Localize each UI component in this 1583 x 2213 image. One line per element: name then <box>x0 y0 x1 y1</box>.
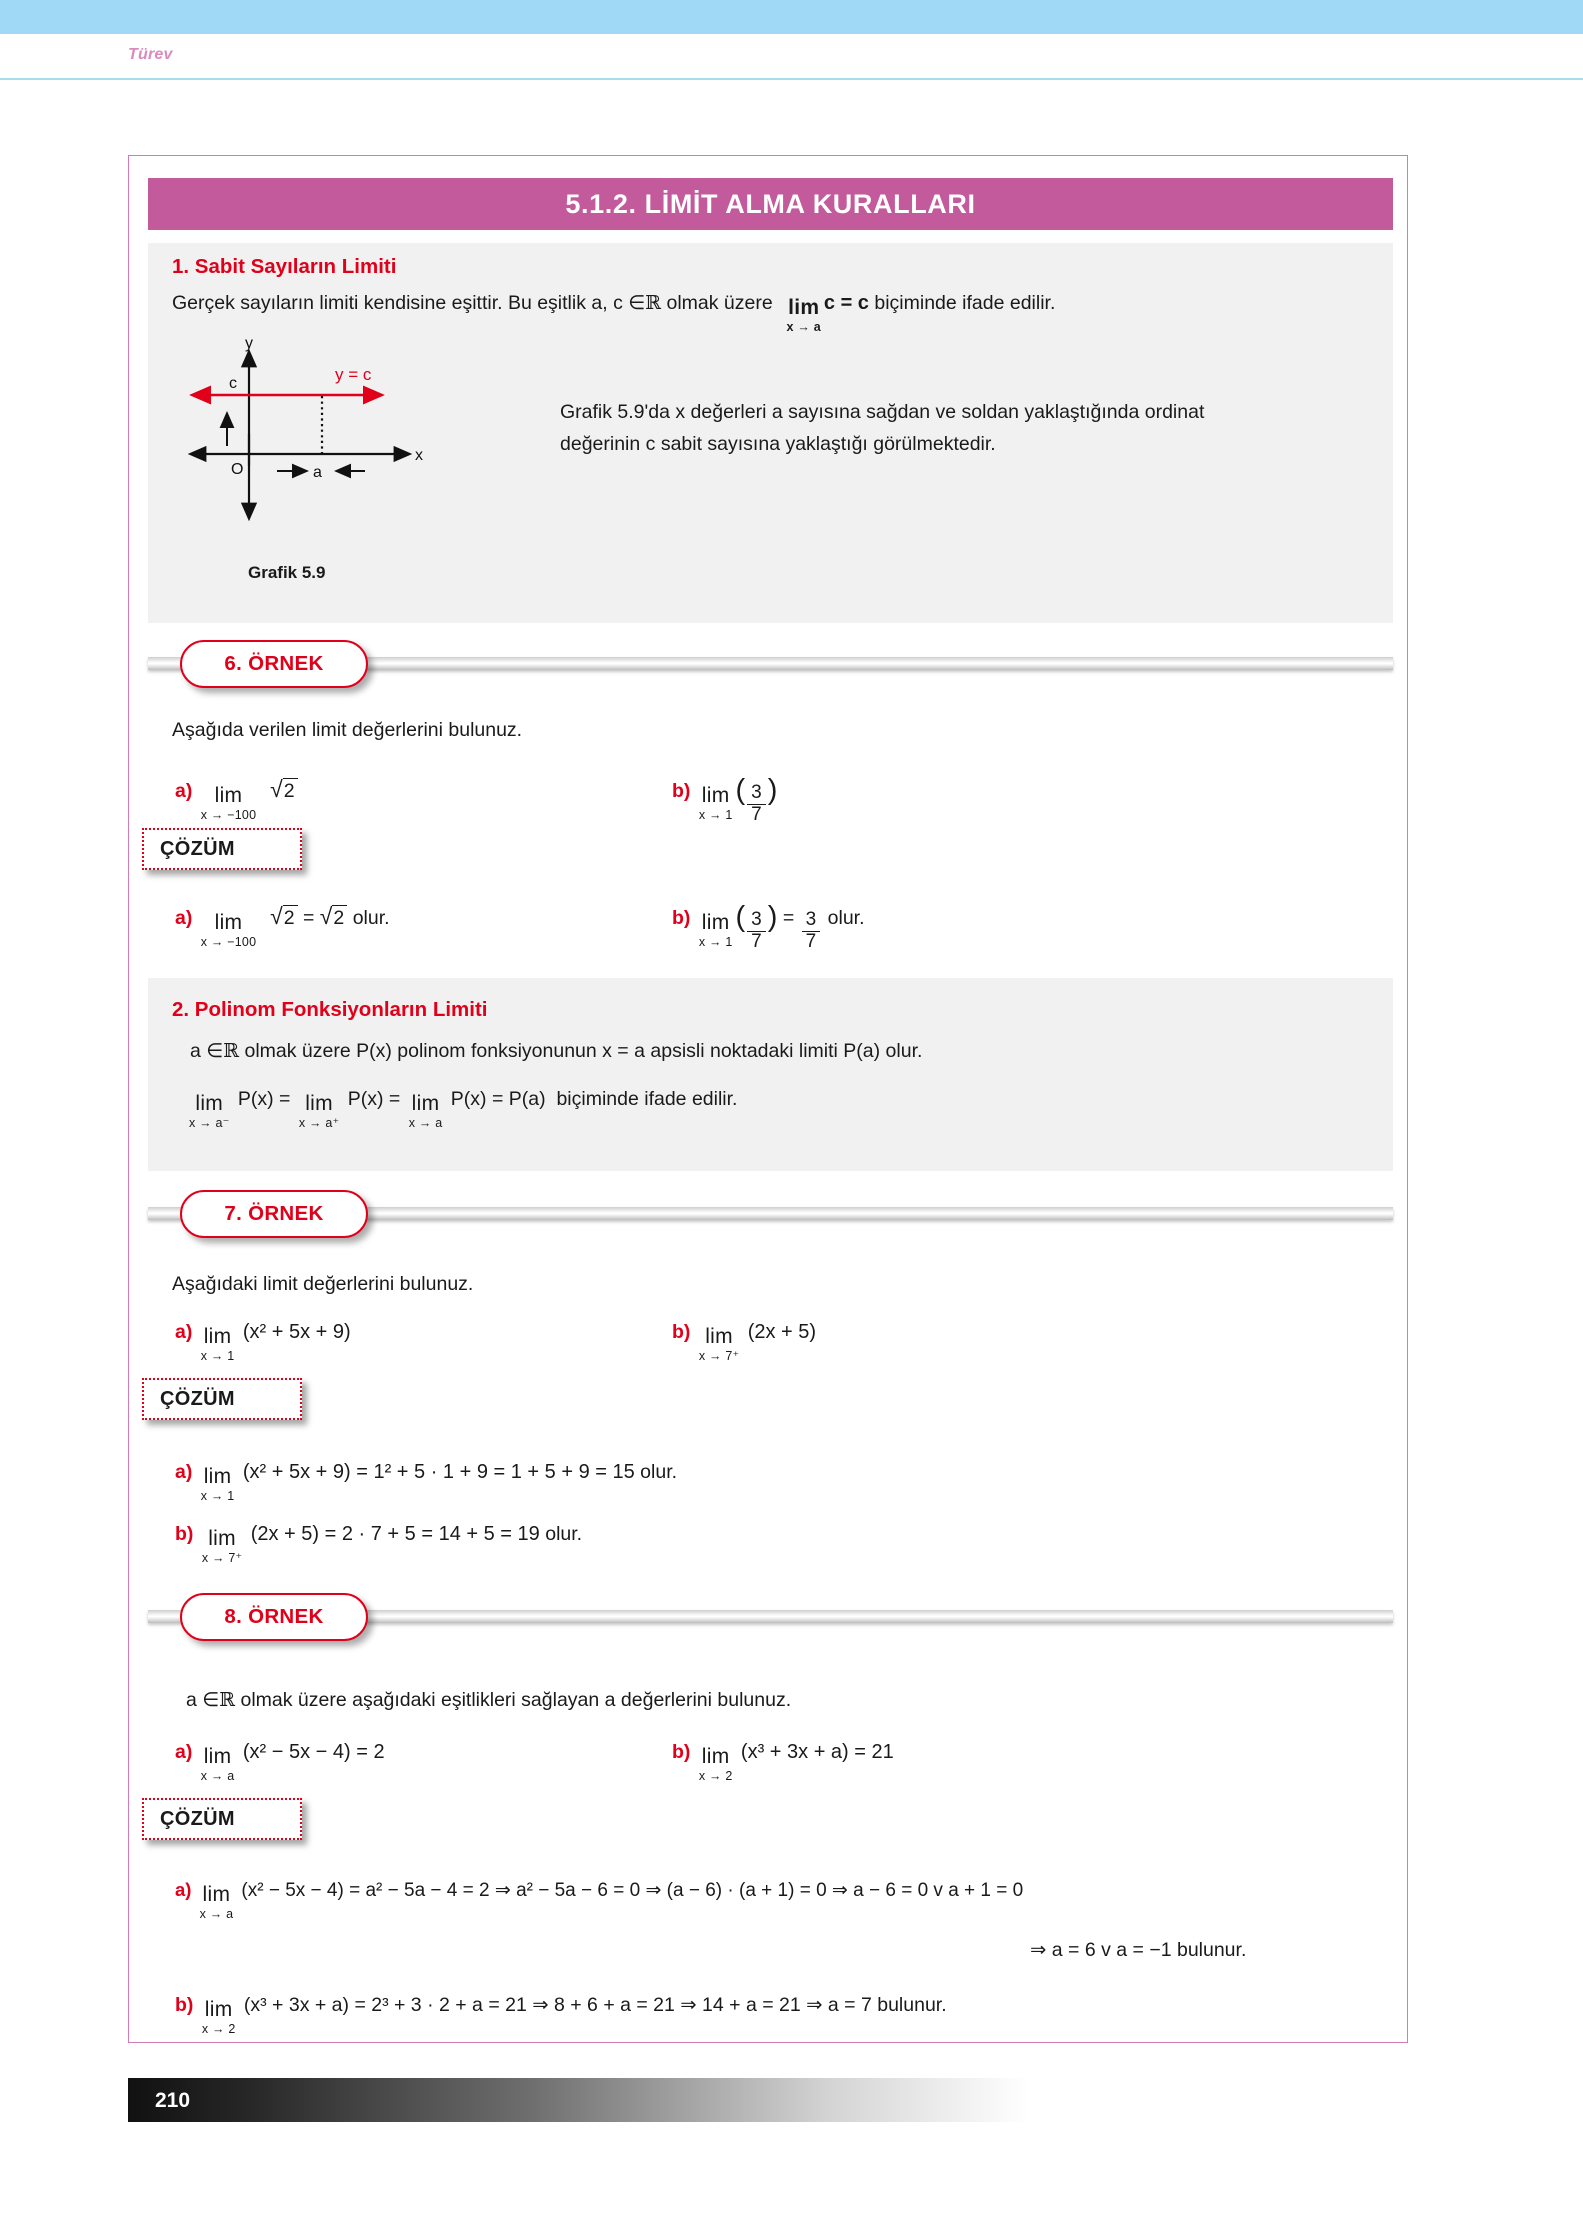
page-number: 210 <box>155 2089 191 2112</box>
explain-line-1: Grafik 5.9'da x değerleri a sayısına sağdan ve soldan yaklaştığında ordinat <box>560 401 1205 423</box>
limit-operator-two-sided <box>409 1093 443 1130</box>
limit-subscript: x → a⁺ <box>298 1116 340 1130</box>
example-badge-label: 7. ÖRNEK <box>224 1202 324 1225</box>
limit-operator <box>202 1999 236 2036</box>
limit-subscript: x → a⁻ <box>189 1116 230 1130</box>
item-body: (x² + 5x + 9) <box>242 1321 351 1343</box>
limit-operator <box>699 785 733 822</box>
example7-prompt: Aşağıdaki limit değerlerini bulunuz. <box>172 1273 474 1295</box>
solution-label: ÇÖZÜM <box>160 837 235 860</box>
item-tag: b) <box>672 1741 691 1763</box>
example7-solution-a <box>175 1460 678 1503</box>
limit-op-label: lim <box>705 1325 733 1348</box>
a-value-label: a <box>313 464 322 481</box>
example7-solution-b <box>175 1522 583 1565</box>
limit-operator-right <box>299 1093 339 1130</box>
real-set-symbol: ℝ <box>645 292 662 314</box>
item-body: (x² − 5x − 4) = 2 <box>242 1741 385 1763</box>
limit-op-label: lim <box>701 911 730 934</box>
limit-op-label: lim <box>701 1745 730 1768</box>
limit-op-label: lim <box>203 1325 232 1348</box>
item-tag: a) <box>175 1741 193 1763</box>
limit-operator <box>201 785 256 822</box>
limit-op-label: lim <box>214 911 243 934</box>
fraction <box>747 783 766 825</box>
section2-formula <box>186 1087 738 1130</box>
limit-subscript: x → a <box>200 1769 235 1783</box>
example6-item-a <box>175 776 298 822</box>
real-set-symbol: ℝ <box>223 1040 240 1062</box>
item-tag: b) <box>672 780 691 802</box>
item-tag: b) <box>175 1523 194 1545</box>
example8-item-b <box>672 1740 894 1783</box>
figure-caption: Grafik 5.9 <box>248 563 326 582</box>
solution-label: ÇÖZÜM <box>160 1807 235 1830</box>
origin-label: O <box>231 461 244 478</box>
example6-prompt: Aşağıda verilen limit değerlerini bulunuz. <box>172 719 523 741</box>
header-rule <box>0 78 1583 80</box>
limit-subscript: x → a <box>786 320 821 334</box>
example-badge-label: 6. ÖRNEK <box>224 652 324 675</box>
limit-expression: c = c <box>823 292 869 314</box>
fraction-numerator: 3 <box>805 909 817 930</box>
example-badge-6 <box>180 640 368 688</box>
coordinate-graph-svg <box>185 338 475 528</box>
item-body: (2x + 5) <box>747 1321 817 1343</box>
chapter-title-bar <box>148 178 1393 230</box>
example7-item-a <box>175 1320 351 1363</box>
limit-subscript: x → a <box>199 1907 234 1921</box>
item-tag: a) <box>175 1321 193 1343</box>
section2-line-1 <box>190 1039 922 1064</box>
item-tag: a) <box>175 907 193 929</box>
limit-op-label: lim <box>203 1745 232 1768</box>
limit-operator <box>201 1466 235 1503</box>
section-heading-2: 2. Polinom Fonksiyonların Limiti <box>172 998 488 1021</box>
fraction-denominator: 7 <box>747 804 766 826</box>
intro-text-c: olmak üzere <box>666 292 773 314</box>
example8-solution-a <box>175 1878 1024 1921</box>
example8-solution-a-line2: ⇒ a = 6 v a = −1 bulunur. <box>1030 1939 1247 1961</box>
formula-body-1: P(x) = <box>237 1088 291 1110</box>
limit-op-label: lim <box>204 1998 233 2021</box>
intro-text-b: a, c ∈ <box>591 292 646 314</box>
example6-item-b: b) lim x → 1 ( $\frac{3}{7}$ ) <box>672 774 778 825</box>
example8-solution-b <box>175 1993 947 2036</box>
item-tag: a) <box>175 1461 193 1483</box>
intro-text-d: biçiminde ifade edilir. <box>874 292 1056 314</box>
solution-body: (x² + 5x + 9) = 1² + 5 · 1 + 9 = 1 + 5 + 9 = 15 <box>242 1461 635 1483</box>
example6-solution-b: b) lim x → 1 ( $\frac{3}{7}$ ) = $\frac{3}{7}$ olur. <box>672 901 865 952</box>
top-band-separator <box>0 34 1583 37</box>
limit-operator <box>787 297 821 334</box>
limit-op-label: lim <box>788 296 820 319</box>
limit-op-label: lim <box>202 1883 231 1906</box>
real-set-symbol: ℝ <box>219 1689 236 1711</box>
c-value-label: c <box>229 375 237 392</box>
page-title: 5.1.2. LİMİT ALMA KURALLARI <box>565 188 976 219</box>
limit-subscript: x → 7⁺ <box>201 1551 243 1565</box>
solution-body: (x² − 5x − 4) = a² − 5a − 4 = 2 ⇒ a² − 5a − 6 = 0 ⇒ (a − 6) · (a + 1) = 0 ⇒ a − 6 = 0 v a + 1 = 0 <box>241 1880 1024 1901</box>
limit-op-label: lim <box>214 784 243 807</box>
limit-operator <box>200 1884 234 1921</box>
example-ribbon-7 <box>148 1190 1393 1238</box>
fraction-numerator: 3 <box>751 909 762 930</box>
item-body: (x³ + 3x + a) = 21 <box>740 1741 894 1763</box>
limit-op-label: lim <box>203 1465 232 1488</box>
fraction-numerator: 3 <box>751 782 762 803</box>
line-equation-label: y = c <box>335 365 372 384</box>
limit-subscript: x → 7⁺ <box>698 1349 740 1363</box>
solution-tail: olur. <box>352 907 390 929</box>
limit-op-label: lim <box>411 1092 440 1115</box>
limit-operator <box>201 912 256 949</box>
line-text-a: a ∈ <box>190 1040 224 1062</box>
limit-operator-left <box>189 1093 229 1130</box>
fraction-denominator: 7 <box>747 931 766 953</box>
prompt-text-a: a ∈ <box>186 1689 220 1711</box>
explain-line-2: değerinin c sabit sayısına yaklaştığı görülmektedir. <box>560 433 996 455</box>
limit-operator <box>201 1746 235 1783</box>
limit-op-label: lim <box>305 1092 333 1115</box>
solution-label: ÇÖZÜM <box>160 1387 235 1410</box>
solution-box-6 <box>142 828 302 870</box>
limit-operator <box>699 912 733 949</box>
section1-intro-line <box>172 291 1056 334</box>
sqrt-expression: √ 2 <box>270 778 297 802</box>
running-head: Türev <box>128 46 173 63</box>
example-ribbon-6 <box>148 640 1393 688</box>
limit-subscript: x → 1 <box>200 1489 235 1503</box>
limit-subscript: x → 2 <box>201 2022 236 2036</box>
example-badge-label: 8. ÖRNEK <box>224 1605 324 1628</box>
item-tag: a) <box>175 780 193 802</box>
example6-solution-a: a) lim x → −100 √ 2 = √ 2 olur. <box>175 903 390 949</box>
solution-tail: olur. <box>545 1523 583 1545</box>
example8-prompt <box>186 1688 791 1713</box>
solution-tail: olur. <box>827 907 865 929</box>
example-ribbon-8 <box>148 1593 1393 1641</box>
item-tag: b) <box>672 907 691 929</box>
intro-text-a: Gerçek sayıların limiti kendisine eşittir. Bu eşitlik <box>172 292 586 314</box>
limit-op-label: lim <box>208 1527 236 1550</box>
limit-operator <box>201 1326 235 1363</box>
line-text-b: olmak üzere P(x) polinom fonksiyonunun x = a apsisli noktadaki limiti P(a) olur. <box>244 1040 923 1062</box>
limit-subscript: x → 1 <box>698 935 733 949</box>
item-tag: b) <box>175 1994 194 2016</box>
limit-op-label: lim <box>195 1092 224 1115</box>
example-badge-7 <box>180 1190 368 1238</box>
formula-tail: biçiminde ifade edilir. <box>556 1088 738 1110</box>
limit-op-label: lim <box>701 784 730 807</box>
x-axis-label: x <box>415 447 423 464</box>
item-tag: b) <box>672 1321 691 1343</box>
graph-figure-5-9 <box>185 338 475 528</box>
top-color-band <box>0 0 1583 34</box>
solution-box-7 <box>142 1378 302 1420</box>
fraction <box>747 910 766 952</box>
limit-subscript: x → a <box>408 1116 443 1130</box>
item-tag: a) <box>175 1879 192 1900</box>
solution-body: (2x + 5) = 2 · 7 + 5 = 14 + 5 = 19 <box>250 1523 540 1545</box>
fraction-denominator: 7 <box>802 931 821 953</box>
limit-subscript: x → 1 <box>698 808 733 822</box>
limit-operator <box>699 1326 739 1363</box>
limit-subscript: x → 2 <box>698 1769 733 1783</box>
limit-subscript: x → −100 <box>200 808 257 822</box>
solution-box-8 <box>142 1798 302 1840</box>
page-number-bar <box>128 2078 1028 2122</box>
limit-subscript: x → −100 <box>200 935 257 949</box>
example8-item-a <box>175 1740 385 1783</box>
limit-operator <box>699 1746 733 1783</box>
formula-body-3: P(x) = P(a) <box>450 1088 546 1110</box>
prompt-text-b: olmak üzere aşağıdaki eşitlikleri sağlayan a değerlerini bulunuz. <box>240 1689 792 1711</box>
limit-operator <box>202 1528 242 1565</box>
example7-item-b <box>672 1320 817 1363</box>
fraction-result <box>802 910 821 952</box>
formula-body-2: P(x) = <box>347 1088 401 1110</box>
section-heading-1: 1. Sabit Sayıların Limiti <box>172 255 397 278</box>
y-axis-label: y <box>245 338 253 352</box>
limit-subscript: x → 1 <box>200 1349 235 1363</box>
solution-tail: olur. <box>640 1461 678 1483</box>
example-badge-8 <box>180 1593 368 1641</box>
solution-body: (x³ + 3x + a) = 2³ + 3 · 2 + a = 21 ⇒ 8 + 6 + a = 21 ⇒ 14 + a = 21 ⇒ a = 7 bulunur. <box>243 1994 947 2016</box>
